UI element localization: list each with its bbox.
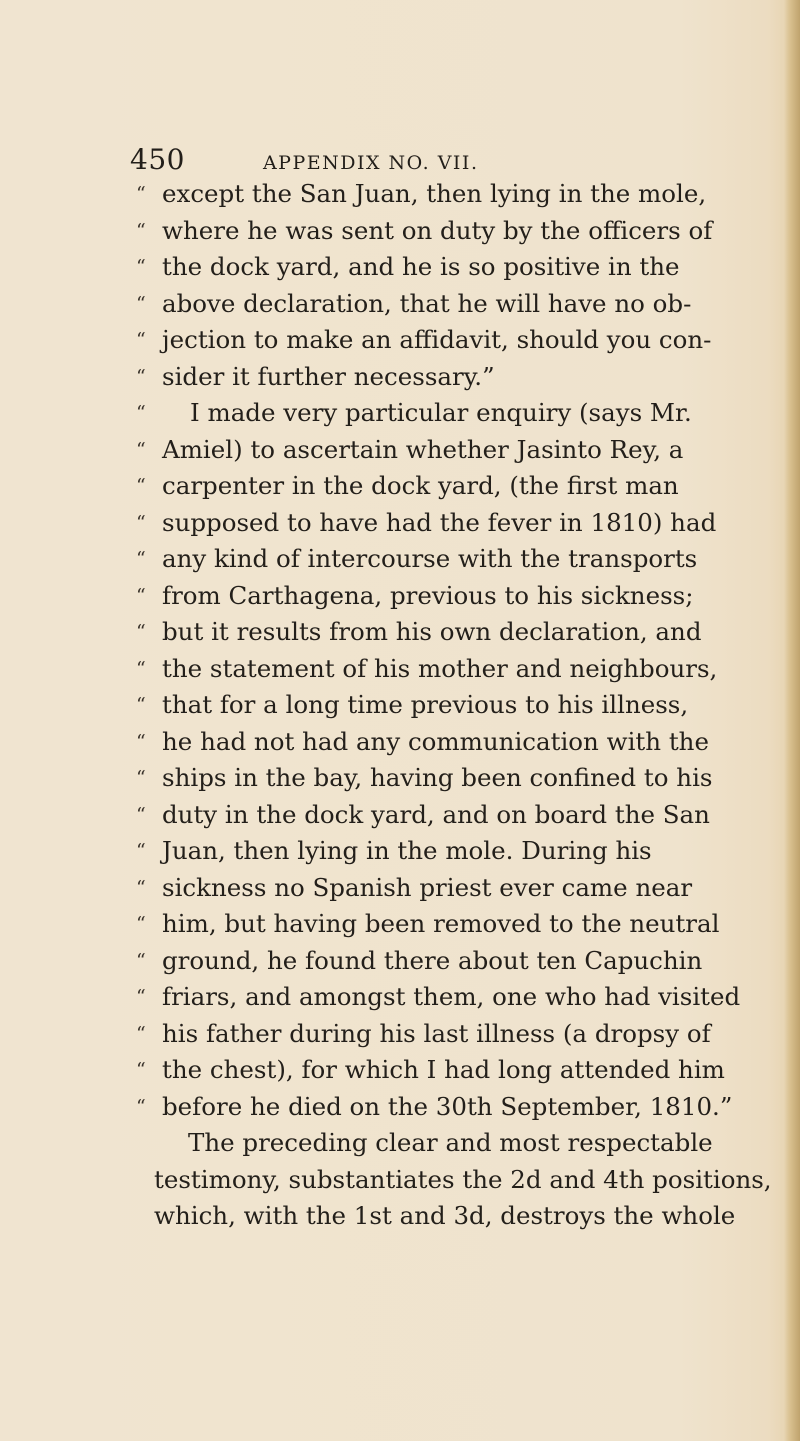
text-line	[136, 286, 772, 323]
line-text: any kind of intercourse with the transports	[162, 544, 698, 573]
text-line	[136, 614, 772, 651]
line-text: friars, and amongst them, one who had visited	[162, 982, 741, 1011]
text-line	[136, 1016, 772, 1053]
line-text: sickness no Spanish priest ever came near	[162, 872, 693, 902]
page-header	[130, 143, 770, 177]
line-text: that for a long time previous to his illness,	[162, 690, 689, 719]
text-line	[136, 979, 772, 1016]
line-text: him, but having been removed to the neutral	[162, 909, 720, 938]
text-line	[136, 468, 772, 505]
page-number: 450	[130, 143, 185, 176]
line-text: Juan, then lying in the mole. During his	[162, 836, 652, 865]
open-quote: “	[136, 256, 146, 278]
text-line	[136, 322, 772, 359]
open-quote: “	[136, 1095, 146, 1118]
text-line	[136, 213, 772, 250]
line-text: but it results from his own declaration, and	[162, 617, 702, 646]
text-line	[136, 578, 772, 615]
line-text: jection to make an affidavit, should you con-	[162, 325, 712, 354]
line-text: supposed to have had the fever in 1810) had	[162, 507, 717, 537]
open-quote: “	[136, 219, 146, 242]
open-quote: “	[136, 183, 146, 205]
open-quote: “	[136, 584, 146, 607]
open-quote: “	[136, 365, 146, 388]
open-quote: “	[136, 730, 146, 753]
text-line	[136, 797, 772, 834]
text-line	[136, 760, 772, 797]
running-head: APPENDIX NO. VII.	[262, 152, 479, 174]
line-text: carpenter in the dock yard, (the first man	[162, 471, 679, 500]
line-text: ground, he found there about ten Capuchin	[162, 945, 703, 975]
text-line	[136, 432, 772, 469]
open-quote: “	[136, 402, 146, 424]
text-line	[136, 943, 772, 980]
open-quote: “	[136, 329, 146, 351]
line-text: where he was sent on duty by the officers of	[162, 215, 713, 245]
text-line	[136, 651, 772, 688]
text-line	[136, 870, 772, 907]
line-text: sider it further necessary.”	[162, 361, 495, 391]
line-text: the dock yard, and he is so positive in the	[162, 252, 680, 281]
line-text: Amiel) to ascertain whether Jasinto Rey, a	[162, 434, 684, 464]
text-line	[136, 687, 772, 724]
text-line	[136, 359, 772, 396]
line-text: I made very particular enquiry (says Mr.	[190, 398, 692, 427]
line-text: the chest), for which I had long attended him	[162, 1055, 725, 1084]
text-line	[136, 395, 772, 432]
open-quote: “	[136, 949, 146, 972]
line-text: before he died on the 30th September, 1810.”	[162, 1091, 733, 1121]
open-quote: “	[136, 548, 146, 570]
open-quote: “	[136, 511, 146, 534]
line-text: which, with the 1st and 3d, destroys the whole	[154, 1201, 736, 1230]
open-quote: “	[136, 438, 146, 461]
body-text	[136, 176, 772, 1235]
text-line	[136, 1198, 772, 1235]
open-quote: “	[136, 803, 146, 826]
line-text: above declaration, that he will have no ob-	[162, 288, 692, 318]
line-text: testimony, substantiates the 2d and 4th positions,	[154, 1164, 772, 1194]
text-line	[136, 833, 772, 870]
text-line	[136, 505, 772, 542]
open-quote: “	[136, 876, 146, 899]
line-text: his father during his last illness (a dropsy of	[162, 1018, 711, 1048]
open-quote: “	[136, 913, 146, 935]
text-line	[136, 724, 772, 761]
line-text: ships in the bay, having been confined to his	[162, 763, 713, 792]
open-quote: “	[136, 986, 146, 1008]
text-line	[136, 1089, 772, 1126]
text-line	[136, 249, 772, 286]
open-quote: “	[136, 840, 146, 862]
open-quote: “	[136, 292, 146, 315]
open-quote: “	[136, 767, 146, 789]
text-line	[136, 1162, 772, 1199]
line-text: The preceding clear and most respectable	[188, 1128, 713, 1157]
line-text: except the San Juan, then lying in the mole,	[162, 179, 707, 208]
text-line	[136, 1125, 772, 1162]
open-quote: “	[136, 1059, 146, 1081]
open-quote: “	[136, 694, 146, 716]
text-line	[136, 176, 772, 213]
text-line	[136, 906, 772, 943]
line-text: duty in the dock yard, and on board the San	[162, 799, 710, 829]
text-line	[136, 1052, 772, 1089]
page-edge	[784, 0, 800, 1441]
line-text: from Carthagena, previous to his sickness;	[162, 580, 694, 610]
open-quote: “	[136, 475, 146, 497]
open-quote: “	[136, 621, 146, 643]
open-quote: “	[136, 657, 146, 680]
open-quote: “	[136, 1022, 146, 1045]
line-text: the statement of his mother and neighbours,	[162, 653, 718, 683]
line-text: he had not had any communication with the	[162, 726, 709, 756]
text-line	[136, 541, 772, 578]
